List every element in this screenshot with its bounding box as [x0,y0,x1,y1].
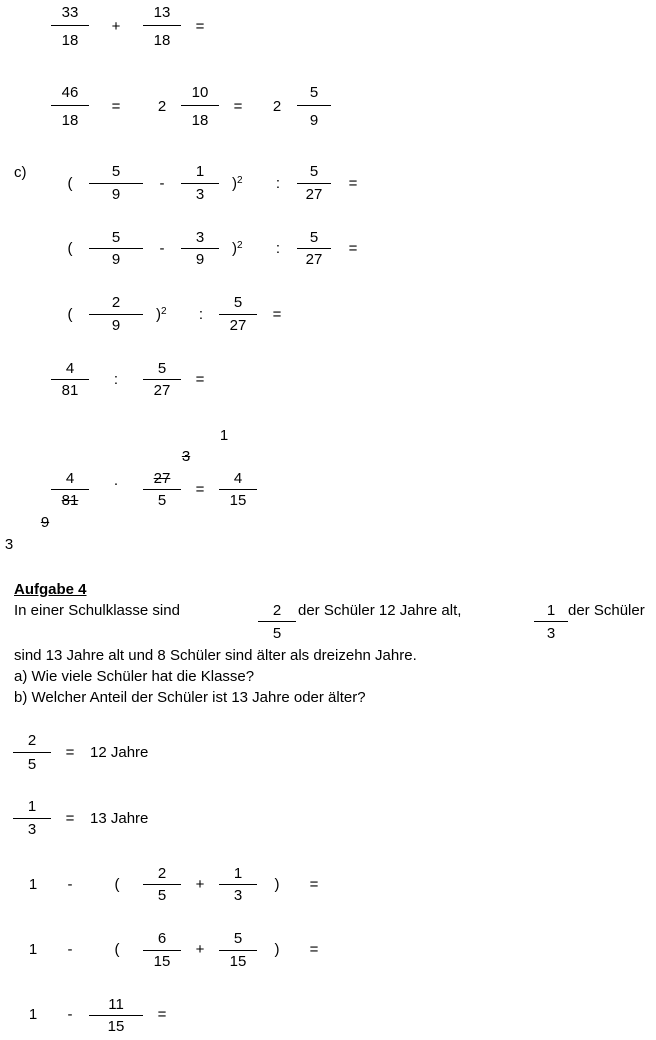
fraction-bar [51,105,89,106]
close-paren-squared [156,306,167,326]
numerator: 5 [233,930,243,947]
task-heading: Aufgabe 4 [14,581,87,598]
multiplication-dot: · [113,475,119,492]
fraction-bar [219,489,257,490]
fraction-bar [297,183,331,184]
division-sign: : [198,306,204,323]
equals-sign: = [348,175,358,192]
numerator: 5 [309,163,319,180]
fraction-bar [181,248,219,249]
numerator: 5 [309,84,319,101]
denominator: 27 [153,382,171,399]
numerator: 13 [153,4,171,21]
denominator: 18 [61,32,79,49]
numerator: 2 [157,865,167,882]
minus-sign: - [67,1006,73,1023]
division-sign: : [275,240,281,257]
numerator-struck: 27 [153,470,171,487]
equals-sign: = [195,371,205,388]
fraction-bar [51,25,89,26]
plus-sign: + [111,18,121,35]
equals-sign: = [195,481,205,498]
equals-sign: = [195,18,205,35]
task-text: der Schüler 12 Jahre alt, [298,602,462,619]
denominator: 9 [111,186,121,203]
denominator: 27 [229,317,247,334]
denominator: 5 [157,887,167,904]
whole-number: 2 [157,98,167,115]
cancel-result-struck: 9 [40,514,50,531]
question-a: a) Wie viele Schüler hat die Klasse? [14,668,255,685]
fraction-bar [51,379,89,380]
fraction-bar [51,489,89,490]
fraction-bar [89,314,143,315]
fraction-bar [297,105,331,106]
denominator: 9 [111,317,121,334]
equals-sign: = [309,941,319,958]
fraction-bar [143,489,181,490]
numerator: 6 [157,930,167,947]
denominator: 15 [229,953,247,970]
close-paren: ) [274,941,280,958]
part-c-label: c) [14,164,27,181]
open-paren: ( [114,876,120,893]
equals-sign: = [65,810,75,827]
question-b: b) Welcher Anteil der Schüler ist 13 Jahre oder älter? [14,689,366,706]
cancel-result: 3 [4,536,14,553]
equals-sign: = [309,876,319,893]
numerator: 10 [191,84,209,101]
open-paren: ( [67,240,73,257]
one: 1 [28,1006,38,1023]
equals-sign: = [111,98,121,115]
denominator: 81 [61,382,79,399]
denominator: 15 [107,1018,125,1035]
minus-sign: - [159,175,165,192]
fraction-bar [181,105,219,106]
denominator: 18 [191,112,209,129]
numerator: 4 [65,470,75,487]
denominator: 27 [305,251,323,268]
fraction-bar [89,1015,143,1016]
denominator: 3 [27,821,37,838]
denominator: 3 [195,186,205,203]
numerator: 1 [546,602,556,619]
open-paren: ( [67,306,73,323]
exponent: 2 [237,240,243,251]
answer-text: 13 Jahre [90,810,149,827]
minus-sign: - [159,240,165,257]
denominator: 9 [309,112,319,129]
fraction-bar [297,248,331,249]
fraction-bar [143,950,181,951]
equals-sign: = [233,98,243,115]
fraction-bar [143,884,181,885]
denominator: 3 [546,625,556,642]
denominator: 18 [61,112,79,129]
numerator: 46 [61,84,79,101]
one: 1 [28,941,38,958]
fraction-bar [13,752,51,753]
minus-sign: - [67,876,73,893]
minus-sign: - [67,941,73,958]
close-paren: ) [232,240,237,257]
division-sign: : [275,175,281,192]
numerator: 1 [195,163,205,180]
fraction-bar [258,621,296,622]
denominator: 27 [305,186,323,203]
denominator: 9 [111,251,121,268]
denominator: 5 [27,756,37,773]
denominator: 15 [229,492,247,509]
fraction-bar [219,884,257,885]
fraction-bar [89,183,143,184]
denominator: 5 [272,625,282,642]
numerator: 5 [111,163,121,180]
denominator: 15 [153,953,171,970]
numerator: 1 [27,798,37,815]
fraction-bar [143,379,181,380]
denominator: 18 [153,32,171,49]
task-text: sind 13 Jahre alt und 8 Schüler sind älter als dreizehn Jahre. [14,647,417,664]
task-text: der Schüler [568,602,645,619]
equals-sign: = [272,306,282,323]
plus-sign: + [195,941,205,958]
close-paren-squared [232,175,243,195]
one: 1 [28,876,38,893]
fraction-bar [219,314,257,315]
fraction-bar [219,950,257,951]
numerator: 5 [309,229,319,246]
division-sign: : [113,371,119,388]
numerator: 2 [111,294,121,311]
numerator: 11 [108,996,124,1013]
exponent: 2 [161,306,167,317]
close-paren: ) [156,306,161,323]
open-paren: ( [114,941,120,958]
denominator: 3 [233,887,243,904]
numerator: 1 [233,865,243,882]
close-paren: ) [274,876,280,893]
fraction-bar [534,621,568,622]
numerator: 33 [61,4,79,21]
numerator: 2 [272,602,282,619]
close-paren: ) [232,175,237,192]
numerator: 4 [65,360,75,377]
numerator: 5 [111,229,121,246]
denominator: 5 [157,492,167,509]
numerator: 4 [233,470,243,487]
equals-sign: = [157,1006,167,1023]
numerator: 2 [27,732,37,749]
fraction-bar [13,818,51,819]
fraction-bar [181,183,219,184]
close-paren-squared [232,240,243,260]
equals-sign: = [65,744,75,761]
denominator: 9 [195,251,205,268]
answer-text: 12 Jahre [90,744,149,761]
task-text: In einer Schulklasse sind [14,602,180,619]
cancel-result-struck: 3 [181,448,191,465]
equals-sign: = [348,240,358,257]
plus-sign: + [195,876,205,893]
fraction-bar [143,25,181,26]
whole-number: 2 [272,98,282,115]
numerator: 5 [157,360,167,377]
exponent: 2 [237,175,243,186]
denominator-struck: 81 [61,492,79,509]
numerator: 3 [195,229,205,246]
open-paren: ( [67,175,73,192]
fraction-bar [89,248,143,249]
numerator: 5 [233,294,243,311]
cancel-result: 1 [219,427,229,444]
